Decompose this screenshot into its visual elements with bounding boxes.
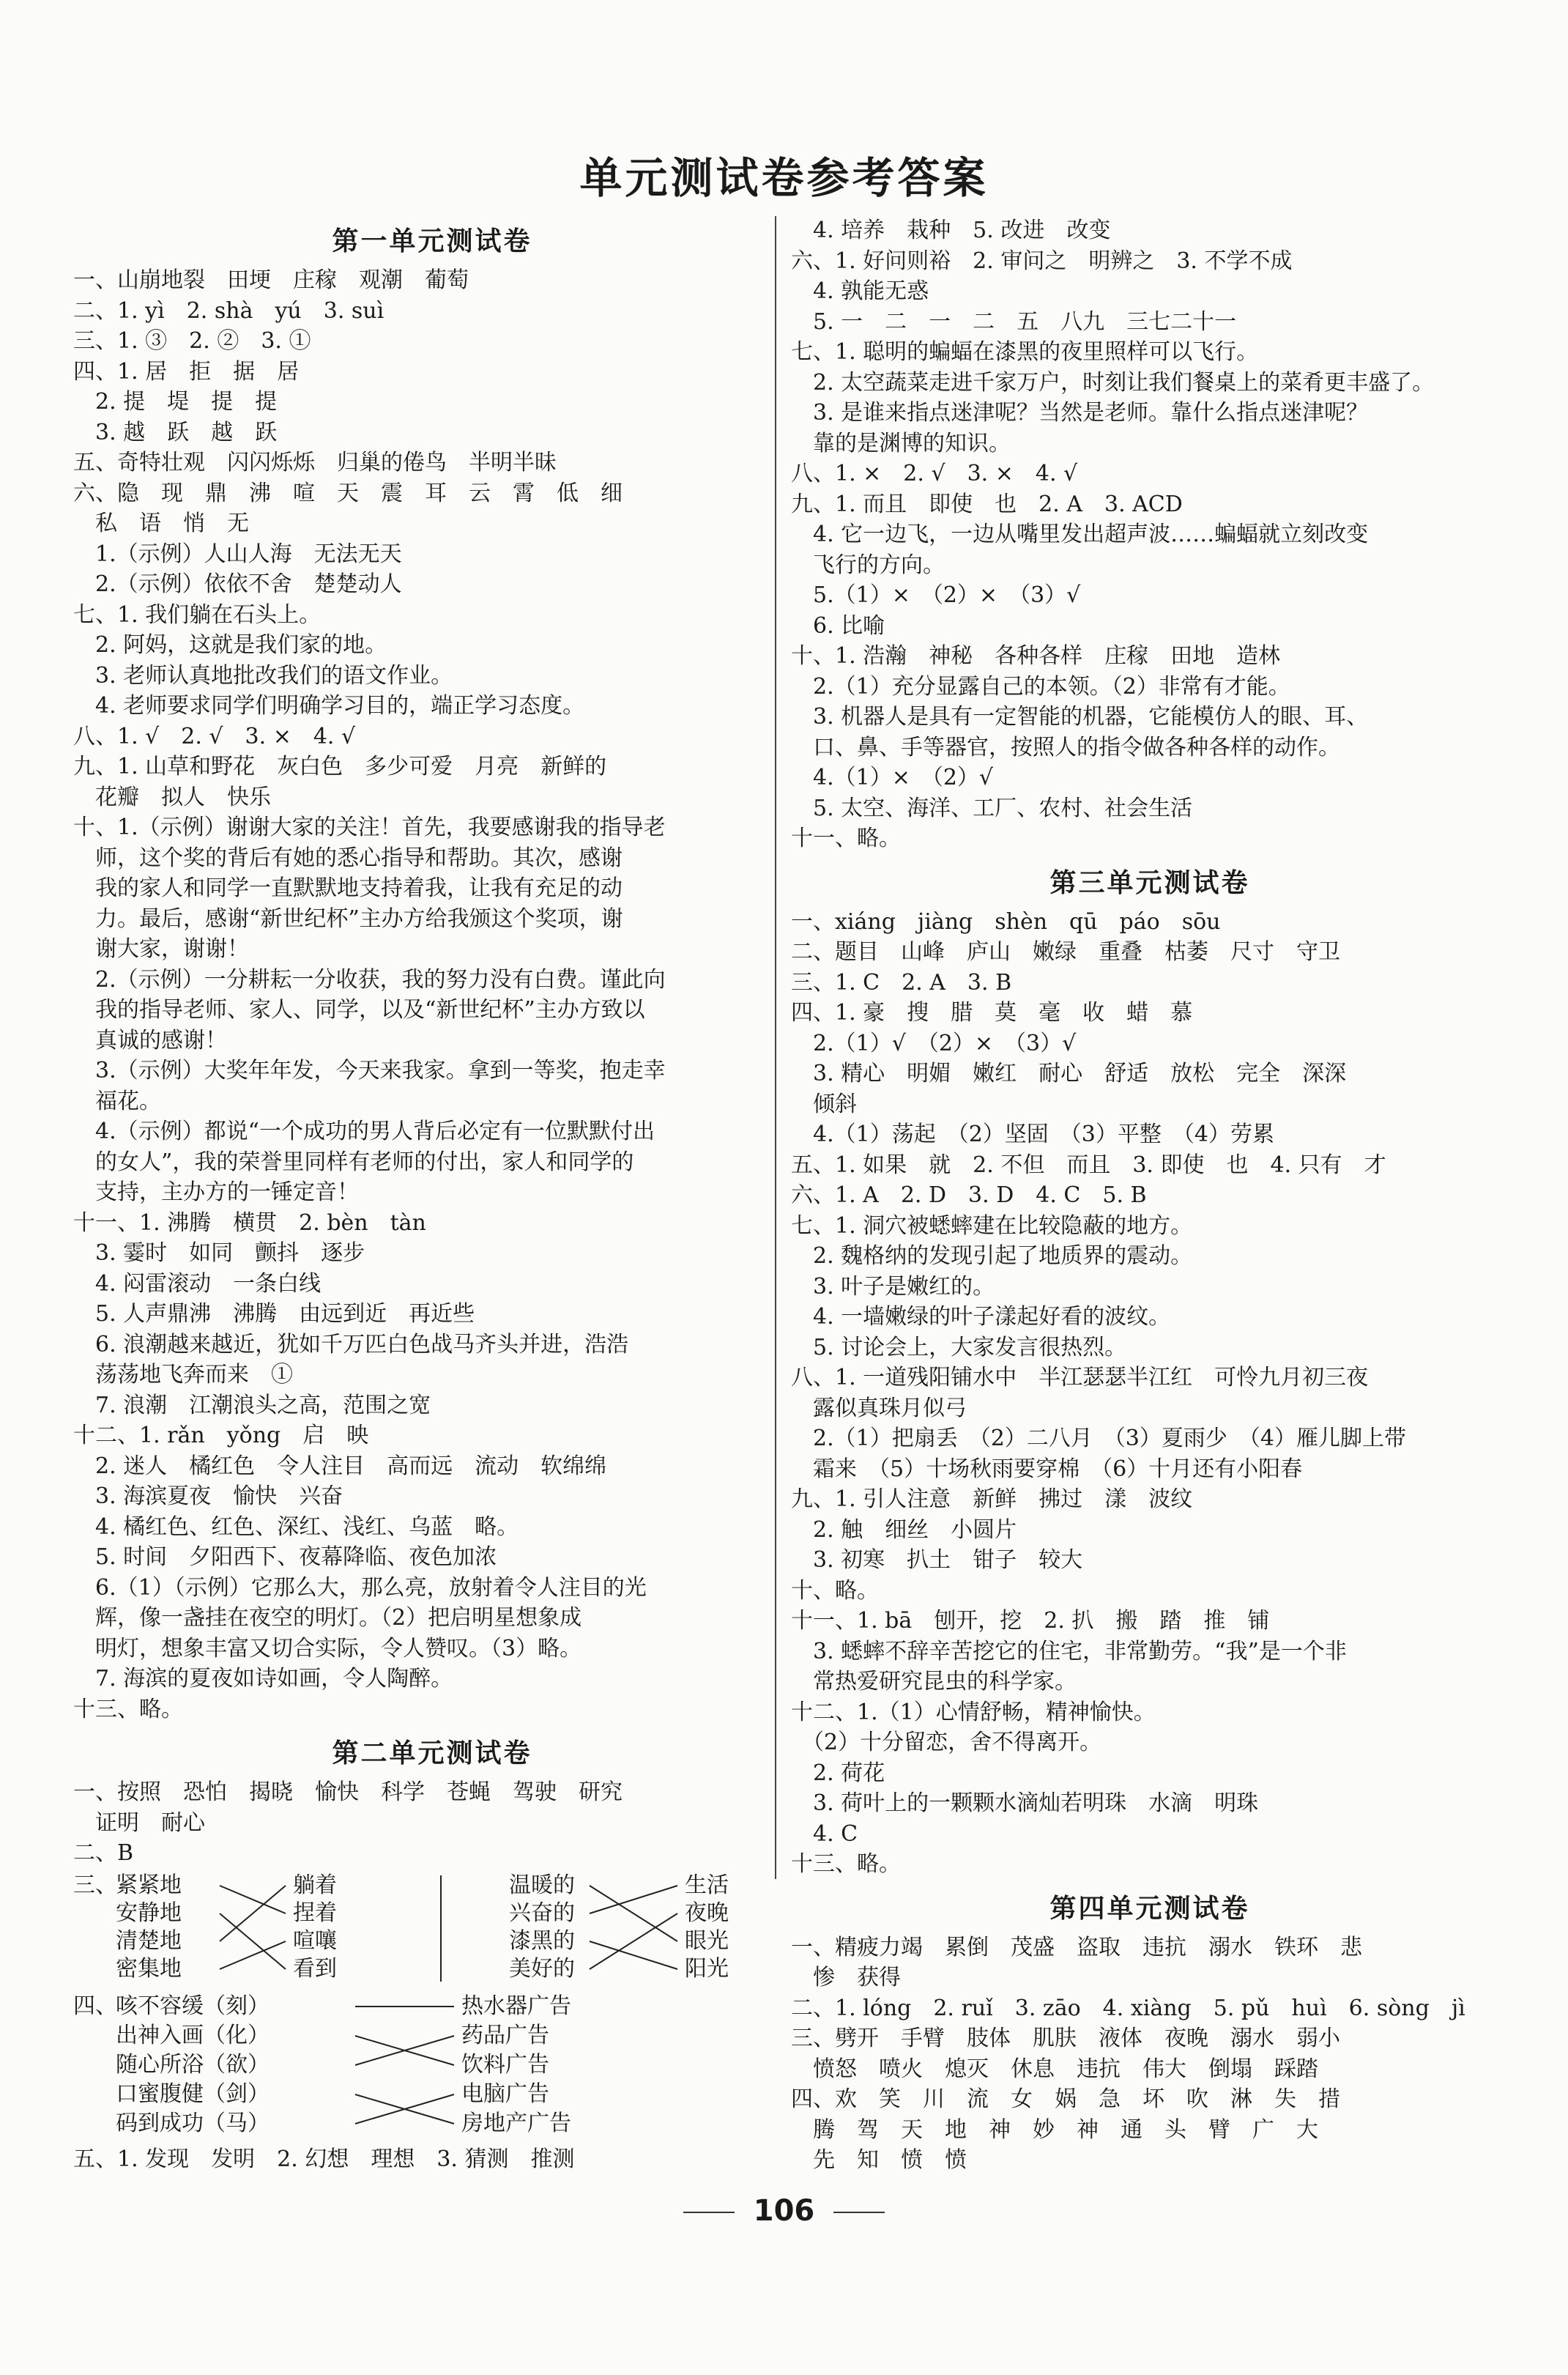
answer-line: 2. 触 细丝 小圆片 — [791, 1516, 1017, 1543]
answer-line: 愤怒 喷火 熄灭 休息 违抗 伟大 倒塌 踩踏 — [791, 2056, 1318, 2082]
ad-type: 药品广告 — [461, 2022, 549, 2048]
unit1-title: 第一单元测试卷 — [332, 226, 532, 256]
answer-line: 十一、略。 — [791, 826, 901, 851]
answer-line: 4. 孰能无惑 — [791, 278, 929, 304]
match-right-b: 生活 — [685, 1872, 729, 1898]
answer-line: 2.（示例）一分耕耘一分收获，我的努力没有白费。谨此向 — [73, 966, 666, 993]
answer-line: 3. 蟋蟀不辞辛苦挖它的住宅，非常勤劳。“我”是一个非 — [791, 1638, 1347, 1664]
answer-line: 八、1. 一道残阳铺水中 半江瑟瑟半江红 可怜九月初三夜 — [791, 1365, 1369, 1390]
answer-line: 一、按照 恐怕 揭晓 愉快 科学 苍蝇 驾驶 研究 — [73, 1779, 623, 1805]
answer-line: 7. 海滨的夏夜如诗如画，令人陶醉。 — [73, 1666, 453, 1692]
ad-type: 饮料广告 — [461, 2051, 549, 2078]
unit4-answers — [791, 1933, 1509, 2176]
answer-line: 2. 阿妈，这就是我们家的地。 — [73, 632, 387, 658]
match-left-b: 看到 — [293, 1955, 337, 1982]
answer-line: 1.（示例）人山人海 无法无天 — [73, 541, 402, 567]
answer-line: 二、B — [73, 1840, 134, 1866]
left-column — [73, 212, 791, 2174]
answer-line: 十一、1. bā 刨开，挖 2. 扒 搬 踏 推 铺 — [791, 1608, 1270, 1634]
unit3-title: 第三单元测试卷 — [1049, 867, 1250, 898]
advertisement-matching — [73, 1992, 791, 2144]
unit3-answers — [791, 907, 1509, 1880]
answer-line: 四、1. 豪 搜 腊 莫 毫 收 蜡 慕 — [791, 1000, 1193, 1026]
match-left-a: 密集地 — [116, 1955, 182, 1982]
answer-line: 2.（1）充分显露自己的本领。（2）非常有才能。 — [791, 673, 1290, 700]
answer-line: 先 知 愤 愤 — [791, 2147, 967, 2173]
match-right-a: 温暖的 — [509, 1872, 575, 1898]
answer-line: 四、欢 笑 川 流 女 娲 急 坏 吹 淋 失 措 — [791, 2086, 1340, 2112]
answer-line: 6. 比喻 — [791, 612, 885, 639]
answer-line: 的女人”，我的荣誉里同样有老师的付出，家人和同学的 — [73, 1149, 634, 1175]
answer-line: 花瓣 拟人 快乐 — [73, 784, 271, 810]
answer-line: 五、奇特壮观 闪闪烁烁 归巢的倦鸟 半明半昧 — [73, 450, 557, 475]
answer-line: 3. 叶子是嫩红的。 — [791, 1273, 995, 1300]
answer-line: （2）十分留恋，舍不得离开。 — [791, 1730, 1102, 1755]
answer-line: 4. 橘红色、红色、深红、浅红、乌蓝 略。 — [73, 1513, 519, 1540]
answer-line: 六、隐 现 鼎 沸 喧 天 震 耳 云 霄 低 细 — [73, 480, 623, 506]
answer-line: 师，这个奖的背后有她的悉心指导和帮助。其次，感谢 — [73, 845, 623, 871]
answer-line: 我的指导老师、家人、同学，以及“新世纪杯”主办方致以 — [73, 997, 645, 1023]
answer-line: 3. 荷叶上的一颗颗水滴灿若明珠 水滴 明珠 — [791, 1790, 1259, 1816]
answer-line: 3. 霎时 如同 颤抖 逐步 — [73, 1240, 365, 1266]
match-right-b: 阳光 — [685, 1955, 729, 1982]
answer-line: 十、略。 — [791, 1577, 879, 1604]
answer-line: 真诚的感谢！ — [73, 1027, 227, 1053]
answer-line: 六、1. A 2. D 3. D 4. C 5. B — [791, 1182, 1147, 1208]
ad-slogan: 口蜜腹健（剑） — [116, 2081, 270, 2107]
answer-line: 三、1. C 2. A 3. B — [791, 969, 1012, 996]
answer-line: 三、1. ③ 2. ② 3. ① — [73, 328, 311, 354]
answer-line: 十二、1.（1）心情舒畅，精神愉快。 — [791, 1699, 1156, 1725]
answer-line: 6. 浪潮越来越近，犹如千万匹白色战马齐头并进，浩浩 — [73, 1331, 629, 1357]
match-left-a: 清楚地 — [116, 1927, 182, 1954]
match-right-a: 兴奋的 — [509, 1900, 575, 1926]
answer-line: 4. 它一边飞，一边从嘴里发出超声波……蝙蝠就立刻改变 — [791, 522, 1369, 547]
answer-line: 惨 获得 — [791, 1965, 901, 1990]
answer-line: 3. 初寒 扒土 钳子 较大 — [791, 1547, 1083, 1573]
match-right-a: 美好的 — [509, 1955, 575, 1982]
answer-line: 3. 是谁来指点迷津呢？当然是老师。靠什么指点迷津呢？ — [791, 400, 1369, 426]
ad-prefix: 四、 — [73, 1993, 117, 2019]
answer-line: 福花。 — [73, 1088, 161, 1114]
ad-slogan: 随心所浴（欲） — [116, 2051, 270, 2078]
page-number — [0, 2194, 1568, 2228]
answer-line: 五、1. 如果 就 2. 不但 而且 3. 即使 也 4. 只有 才 — [791, 1152, 1386, 1178]
answer-line: 私 语 悄 无 — [73, 511, 249, 536]
answer-line: 2.（示例）依依不舍 楚楚动人 — [73, 571, 402, 597]
answer-line: 十三、略。 — [791, 1851, 901, 1877]
answer-line: 3. 越 跃 越 跃 — [73, 419, 278, 445]
answer-line: 2. 魏格纳的发现引起了地质界的震动。 — [791, 1243, 1193, 1269]
match-left-b: 躺着 — [293, 1872, 337, 1898]
answer-line: 飞行的方向。 — [791, 552, 945, 578]
match-right-b: 夜晚 — [685, 1900, 729, 1926]
answer-line: 5. 讨论会上，大家发言很热烈。 — [791, 1334, 1127, 1360]
match-right-a: 漆黑的 — [509, 1927, 575, 1954]
answer-line: 证明 耐心 — [73, 1809, 205, 1836]
answer-line: 4. 一墙嫩绿的叶子漾起好看的波纹。 — [791, 1304, 1171, 1330]
match-left-a: 安静地 — [116, 1900, 182, 1926]
answer-line: 3. 精心 明媚 嫩红 耐心 舒适 放松 完全 深深 — [791, 1061, 1347, 1086]
answer-line: 靠的是渊博的知识。 — [791, 430, 1011, 456]
answer-line: 二、1. lóng 2. ruǐ 3. zāo 4. xiàng 5. pǔ huì 6. sòng jì — [791, 1995, 1465, 2021]
answer-line: 二、题目 山峰 庐山 嫩绿 重叠 枯萎 尺寸 守卫 — [791, 939, 1340, 965]
answer-line: 霜来 （5）十场秋雨要穿棉 （6）十月还有小阳春 — [791, 1456, 1303, 1482]
answer-line: 2. 荷花 — [791, 1760, 885, 1786]
unit1-answers — [73, 265, 791, 1724]
answer-line: 倾斜 — [791, 1091, 857, 1117]
unit2-answers-continued — [791, 215, 1509, 854]
answer-line: 4. 老师要求同学们明确学习目的，端正学习态度。 — [73, 693, 585, 719]
answer-line: 八、1. √ 2. √ 3. × 4. √ — [73, 723, 356, 749]
answer-line: 一、山崩地裂 田埂 庄稼 观潮 葡萄 — [73, 267, 469, 293]
answer-line: 一、xiáng jiàng shèn qū páo sōu — [791, 908, 1221, 935]
unit4-title: 第四单元测试卷 — [1049, 1893, 1250, 1924]
right-column — [791, 212, 1509, 2176]
answer-line: 九、1. 而且 即使 也 2. A 3. ACD — [791, 491, 1183, 517]
ad-slogan: 咳不容缓（刻） — [116, 1993, 270, 2019]
answer-line: 4.（示例）都说“一个成功的男人背后必定有一位默默付出 — [73, 1119, 655, 1144]
answer-line: 3.（示例）大奖年年发，今天来我家。拿到一等奖，抱走幸 — [73, 1058, 666, 1083]
answer-line: 3. 海滨夏夜 愉快 兴奋 — [73, 1483, 343, 1509]
answer-line: 5. 人声鼎沸 沸腾 由远到近 再近些 — [73, 1301, 475, 1327]
answer-line: 5. 太空、海洋、工厂、农村、社会生活 — [791, 795, 1193, 821]
page-title: 单元测试卷参考答案 — [579, 153, 989, 203]
answer-line: 一、精疲力竭 累倒 茂盛 盗取 违抗 溺水 铁环 悲 — [791, 1934, 1362, 1960]
answer-line: 2. 太空蔬菜走进千家万户，时刻让我们餐桌上的菜肴更丰盛了。 — [791, 369, 1435, 396]
answer-line: 口、鼻、手等器官，按照人的指令做各种各样的动作。 — [791, 734, 1340, 760]
ad-type: 电脑广告 — [461, 2081, 549, 2107]
answer-line: 3. 机器人是具有一定智能的机器，它能模仿人的眼、耳、 — [791, 704, 1369, 730]
answer-line: 七、1. 洞穴被蟋蟀建在比较隐蔽的地方。 — [791, 1212, 1193, 1239]
answer-line: 2. 提 堤 提 提 — [73, 389, 278, 415]
matching-prefix: 三、 — [73, 1872, 117, 1898]
answer-line: 十三、略。 — [73, 1696, 183, 1722]
answer-line: 十一、1. 沸腾 横贯 2. bèn tàn — [73, 1209, 426, 1236]
answer-line: 七、1. 聪明的蝙蝠在漆黑的夜里照样可以飞行。 — [791, 339, 1259, 365]
answer-line: 三、劈开 手臂 肢体 肌肤 液体 夜晚 溺水 弱小 — [791, 2026, 1340, 2051]
answer-line: 2. 迷人 橘红色 令人注目 高而远 流动 软绵绵 — [73, 1453, 607, 1479]
answer-line: 十、1. 浩瀚 神秘 各种各样 庄稼 田地 造林 — [791, 643, 1281, 669]
answer-line: 4. 闷雷滚动 一条白线 — [73, 1270, 322, 1297]
match-left-b: 捏着 — [293, 1900, 337, 1926]
answer-line: 谢大家，谢谢！ — [73, 936, 249, 962]
ad-type: 房地产广告 — [461, 2110, 571, 2136]
answer-line: 露似真珠月似弓 — [791, 1395, 967, 1421]
answer-line: 十二、1. rǎn yǒng 启 映 — [73, 1423, 369, 1448]
answer-line: 2.（1）把扇丢 （2）二八月 （3）夏雨少 （4）雁儿脚上带 — [791, 1426, 1406, 1451]
unit2-answers — [73, 1777, 791, 1869]
answer-line: 五、1. 发现 发明 2. 幻想 理想 3. 猜测 推测 — [73, 2146, 575, 2172]
page-number-dash — [683, 2212, 735, 2213]
match-left-a: 紧紧地 — [116, 1872, 182, 1898]
answer-line: 荡荡地飞奔而来 ① — [73, 1362, 293, 1387]
answer-line: 5. 时间 夕阳西下、夜幕降临、夜色加浓 — [73, 1544, 497, 1570]
answer-line: 十、1.（示例）谢谢大家的关注！首先，我要感谢我的指导老 — [73, 815, 666, 840]
ad-type: 热水器广告 — [461, 1993, 571, 2019]
answer-line: 辉，像一盏挂在夜空的明灯。（2）把启明星想象成 — [73, 1605, 582, 1631]
answer-line: 4.（1）荡起 （2）坚固 （3）平整 （4）劳累 — [791, 1122, 1274, 1147]
answer-line: 六、1. 好问则裕 2. 审问之 明辨之 3. 不学不成 — [791, 248, 1293, 274]
answer-line: 4. 培养 栽种 5. 改进 改变 — [791, 218, 1111, 243]
answer-line: 支持，主办方的一锤定音！ — [73, 1179, 359, 1205]
answer-line: 力。最后，感谢“新世纪杯”主办方给我颁这个奖项，谢 — [73, 905, 623, 932]
answer-line: 4. C — [791, 1820, 858, 1847]
answer-line: 3. 老师认真地批改我们的语文作业。 — [73, 662, 453, 689]
answer-line: 九、1. 山草和野花 灰白色 多少可爱 月亮 新鲜的 — [73, 754, 607, 779]
page-number-dash — [833, 2212, 885, 2213]
answer-line: 常热爱研究昆虫的科学家。 — [791, 1669, 1077, 1694]
answer-line: 7. 浪潮 江潮浪头之高，范围之宽 — [73, 1392, 431, 1418]
answer-line: 八、1. × 2. √ 3. × 4. √ — [791, 461, 1078, 486]
unit2-title: 第二单元测试卷 — [332, 1738, 532, 1768]
ad-slogan: 码到成功（马） — [116, 2110, 270, 2136]
answer-line: 5.（1）× （2）× （3）√ — [791, 582, 1081, 608]
answer-line: 九、1. 引人注意 新鲜 拂过 漾 波纹 — [791, 1486, 1193, 1512]
answer-line: 我的家人和同学一直默默地支持着我，让我有充足的动 — [73, 875, 623, 901]
answer-line: 6.（1）（示例）它那么大，那么亮，放射着令人注目的光 — [73, 1574, 647, 1601]
page-number-text: 106 — [753, 2194, 815, 2228]
match-right-b: 眼光 — [685, 1927, 729, 1954]
answer-line: 腾 驾 天 地 神 妙 神 通 头 臂 广 大 — [791, 2116, 1318, 2143]
answer-line: 2.（1）√ （2）× （3）√ — [791, 1030, 1077, 1056]
answer-line: 5. 一 二 一 二 五 八九 三七二十一 — [791, 308, 1237, 335]
answer-line: 二、1. yì 2. shà yú 3. suì — [73, 297, 384, 324]
answer-line: 4.（1）× （2）√ — [791, 765, 994, 790]
answer-line: 四、1. 居 拒 据 居 — [73, 358, 300, 385]
ad-slogan: 出神入画（化） — [116, 2022, 270, 2048]
answer-line: 七、1. 我们躺在石头上。 — [73, 601, 322, 628]
matching-answer — [73, 1872, 791, 1989]
match-left-b: 喧嚷 — [293, 1927, 337, 1954]
answer-line: 明灯，想象丰富又切合实际，令人赞叹。（3）略。 — [73, 1635, 582, 1661]
